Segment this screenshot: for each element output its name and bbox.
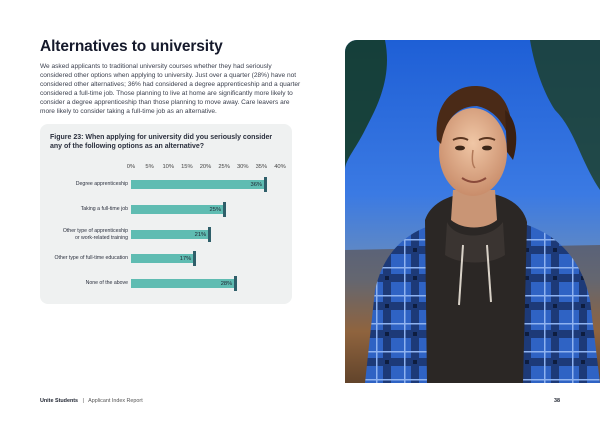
x-tick-label: 25%: [218, 164, 230, 170]
portrait-illustration: [345, 40, 600, 383]
bar-value-label: 36%: [250, 181, 263, 188]
bar-value-label: 21%: [194, 231, 207, 238]
x-tick-label: 20%: [199, 164, 212, 170]
category-label-line: None of the above: [85, 280, 128, 287]
page-title: Alternatives to university: [40, 38, 223, 55]
bar-end-marker: [223, 202, 226, 217]
category-label: [40, 228, 128, 241]
bar: [131, 279, 235, 288]
intro-paragraph: We asked applicants to traditional university courses whether they had seriously considered other options when applying to university. Just over a quarter (28%) have not considered other alternatives; 36% had considered a degree apprenticeship and a quarter considered a full-time job. Those planning to live at home are significantly more likely to consider a degree apprenticeship than those planning to move away. Care leavers are more likely to consider taking a full-time job as an alternative.: [40, 63, 301, 116]
bar-value-label: 28%: [220, 280, 233, 287]
bar-end-marker: [264, 177, 267, 192]
category-label: [40, 206, 128, 212]
hero-photo: [345, 40, 600, 383]
bar: [131, 180, 265, 189]
category-label-line: Other type of full-time education: [54, 255, 128, 262]
footer-report-name: Applicant Index Report: [88, 398, 143, 404]
x-tick-label: 30%: [236, 164, 249, 170]
bar-value-label: 17%: [179, 255, 192, 262]
category-label-line: Taking a full-time job: [80, 206, 128, 213]
figure-title: Figure 23: When applying for university did you seriously consider any of the following options as an alternative?: [50, 134, 273, 151]
x-tick-label: 15%: [181, 164, 193, 170]
footer-brand: Unite Students: [40, 398, 79, 404]
x-tick-label: 35%: [255, 164, 268, 170]
bar-end-marker: [193, 251, 196, 266]
x-tick-label: 40%: [274, 164, 286, 170]
page-number: 38: [554, 398, 560, 404]
category-label-line: or work-related training: [74, 234, 128, 241]
bar-value-label: 25%: [209, 206, 222, 213]
category-label: [40, 181, 128, 187]
bar-end-marker: [234, 276, 237, 291]
category-label-line: Degree apprenticeship: [75, 181, 128, 188]
footer: [40, 398, 143, 404]
bar-end-marker: [208, 227, 211, 242]
category-label: [40, 280, 128, 286]
category-label-line: Other type of apprenticeship: [62, 228, 128, 235]
category-label: [40, 255, 128, 261]
x-tick-label: 10%: [162, 164, 175, 170]
x-tick-label: 5%: [145, 164, 154, 170]
x-tick-label: 0%: [126, 164, 136, 170]
figure-panel: [40, 124, 292, 304]
footer-separator: |: [82, 398, 84, 404]
